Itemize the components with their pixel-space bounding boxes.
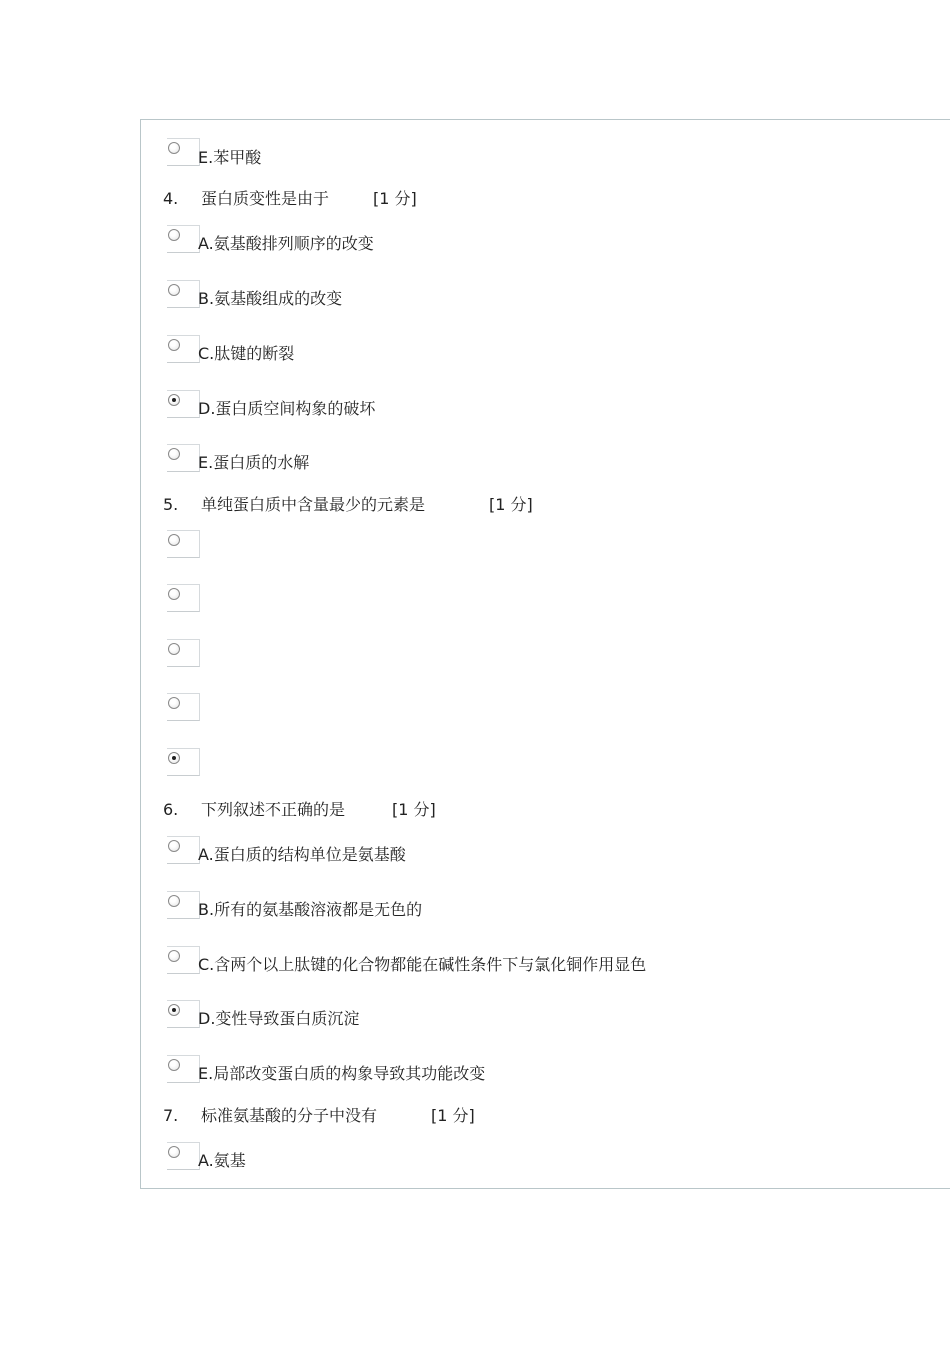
radio-button[interactable] [168, 895, 180, 907]
radio-button[interactable] [168, 588, 180, 600]
radio-button[interactable] [168, 448, 180, 460]
option-radio-box[interactable] [167, 946, 200, 974]
option-radio-box[interactable] [167, 1142, 200, 1170]
option-radio-box[interactable] [167, 138, 200, 166]
radio-button[interactable] [168, 284, 180, 296]
option-label: A.蛋白质的结构单位是氨基酸 [198, 845, 406, 864]
option-label: E.局部改变蛋白质的构象导致其功能改变 [198, 1064, 486, 1083]
option-radio-box[interactable] [167, 836, 200, 864]
option-radio-box[interactable] [167, 639, 200, 667]
option-radio-box[interactable] [167, 225, 200, 253]
option-radio-box[interactable] [167, 693, 200, 721]
option-label: A.氨基酸排列顺序的改变 [198, 234, 374, 253]
question-text: 蛋白质变性是由于 [201, 189, 330, 208]
option-radio-box[interactable] [167, 530, 200, 558]
radio-button[interactable] [168, 229, 180, 241]
question-text: 单纯蛋白质中含量最少的元素是 [201, 495, 426, 514]
option-radio-box[interactable] [167, 390, 200, 418]
question-score: [1 分] [431, 1106, 475, 1125]
radio-button-selected[interactable] [168, 394, 180, 406]
option-radio-box[interactable] [167, 891, 200, 919]
option-label: A.氨基 [198, 1151, 246, 1170]
option-label: D.蛋白质空间构象的破坏 [198, 399, 376, 418]
radio-button[interactable] [168, 697, 180, 709]
option-label: B.所有的氨基酸溶液都是无色的 [198, 900, 423, 919]
option-radio-box[interactable] [167, 280, 200, 308]
radio-button[interactable] [168, 1146, 180, 1158]
question-text: 标准氨基酸的分子中没有 [201, 1106, 378, 1125]
question-score: [1 分] [489, 495, 533, 514]
option-label: E.蛋白质的水解 [198, 453, 310, 472]
question-number: 4. [163, 189, 179, 208]
option-radio-box[interactable] [167, 584, 200, 612]
option-label: C.肽键的断裂 [198, 344, 295, 363]
option-radio-box[interactable] [167, 1000, 200, 1028]
question-score: [1 分] [373, 189, 417, 208]
radio-button[interactable] [168, 339, 180, 351]
question-text: 下列叙述不正确的是 [201, 800, 346, 819]
radio-button[interactable] [168, 1059, 180, 1071]
radio-button[interactable] [168, 534, 180, 546]
option-radio-box[interactable] [167, 335, 200, 363]
radio-button-selected[interactable] [168, 752, 180, 764]
radio-button[interactable] [168, 142, 180, 154]
option-label: D.变性导致蛋白质沉淀 [198, 1009, 360, 1028]
radio-button[interactable] [168, 950, 180, 962]
option-label: B.氨基酸组成的改变 [198, 289, 343, 308]
option-radio-box[interactable] [167, 748, 200, 776]
option-label: E.苯甲酸 [198, 148, 262, 167]
radio-button[interactable] [168, 840, 180, 852]
option-label: C.含两个以上肽键的化合物都能在碱性条件下与氯化铜作用显色 [198, 955, 647, 974]
radio-button-selected[interactable] [168, 1004, 180, 1016]
option-radio-box[interactable] [167, 1055, 200, 1083]
question-score: [1 分] [392, 800, 436, 819]
question-number: 7. [163, 1106, 179, 1125]
option-radio-box[interactable] [167, 444, 200, 472]
question-number: 6. [163, 800, 179, 819]
question-number: 5. [163, 495, 179, 514]
radio-button[interactable] [168, 643, 180, 655]
